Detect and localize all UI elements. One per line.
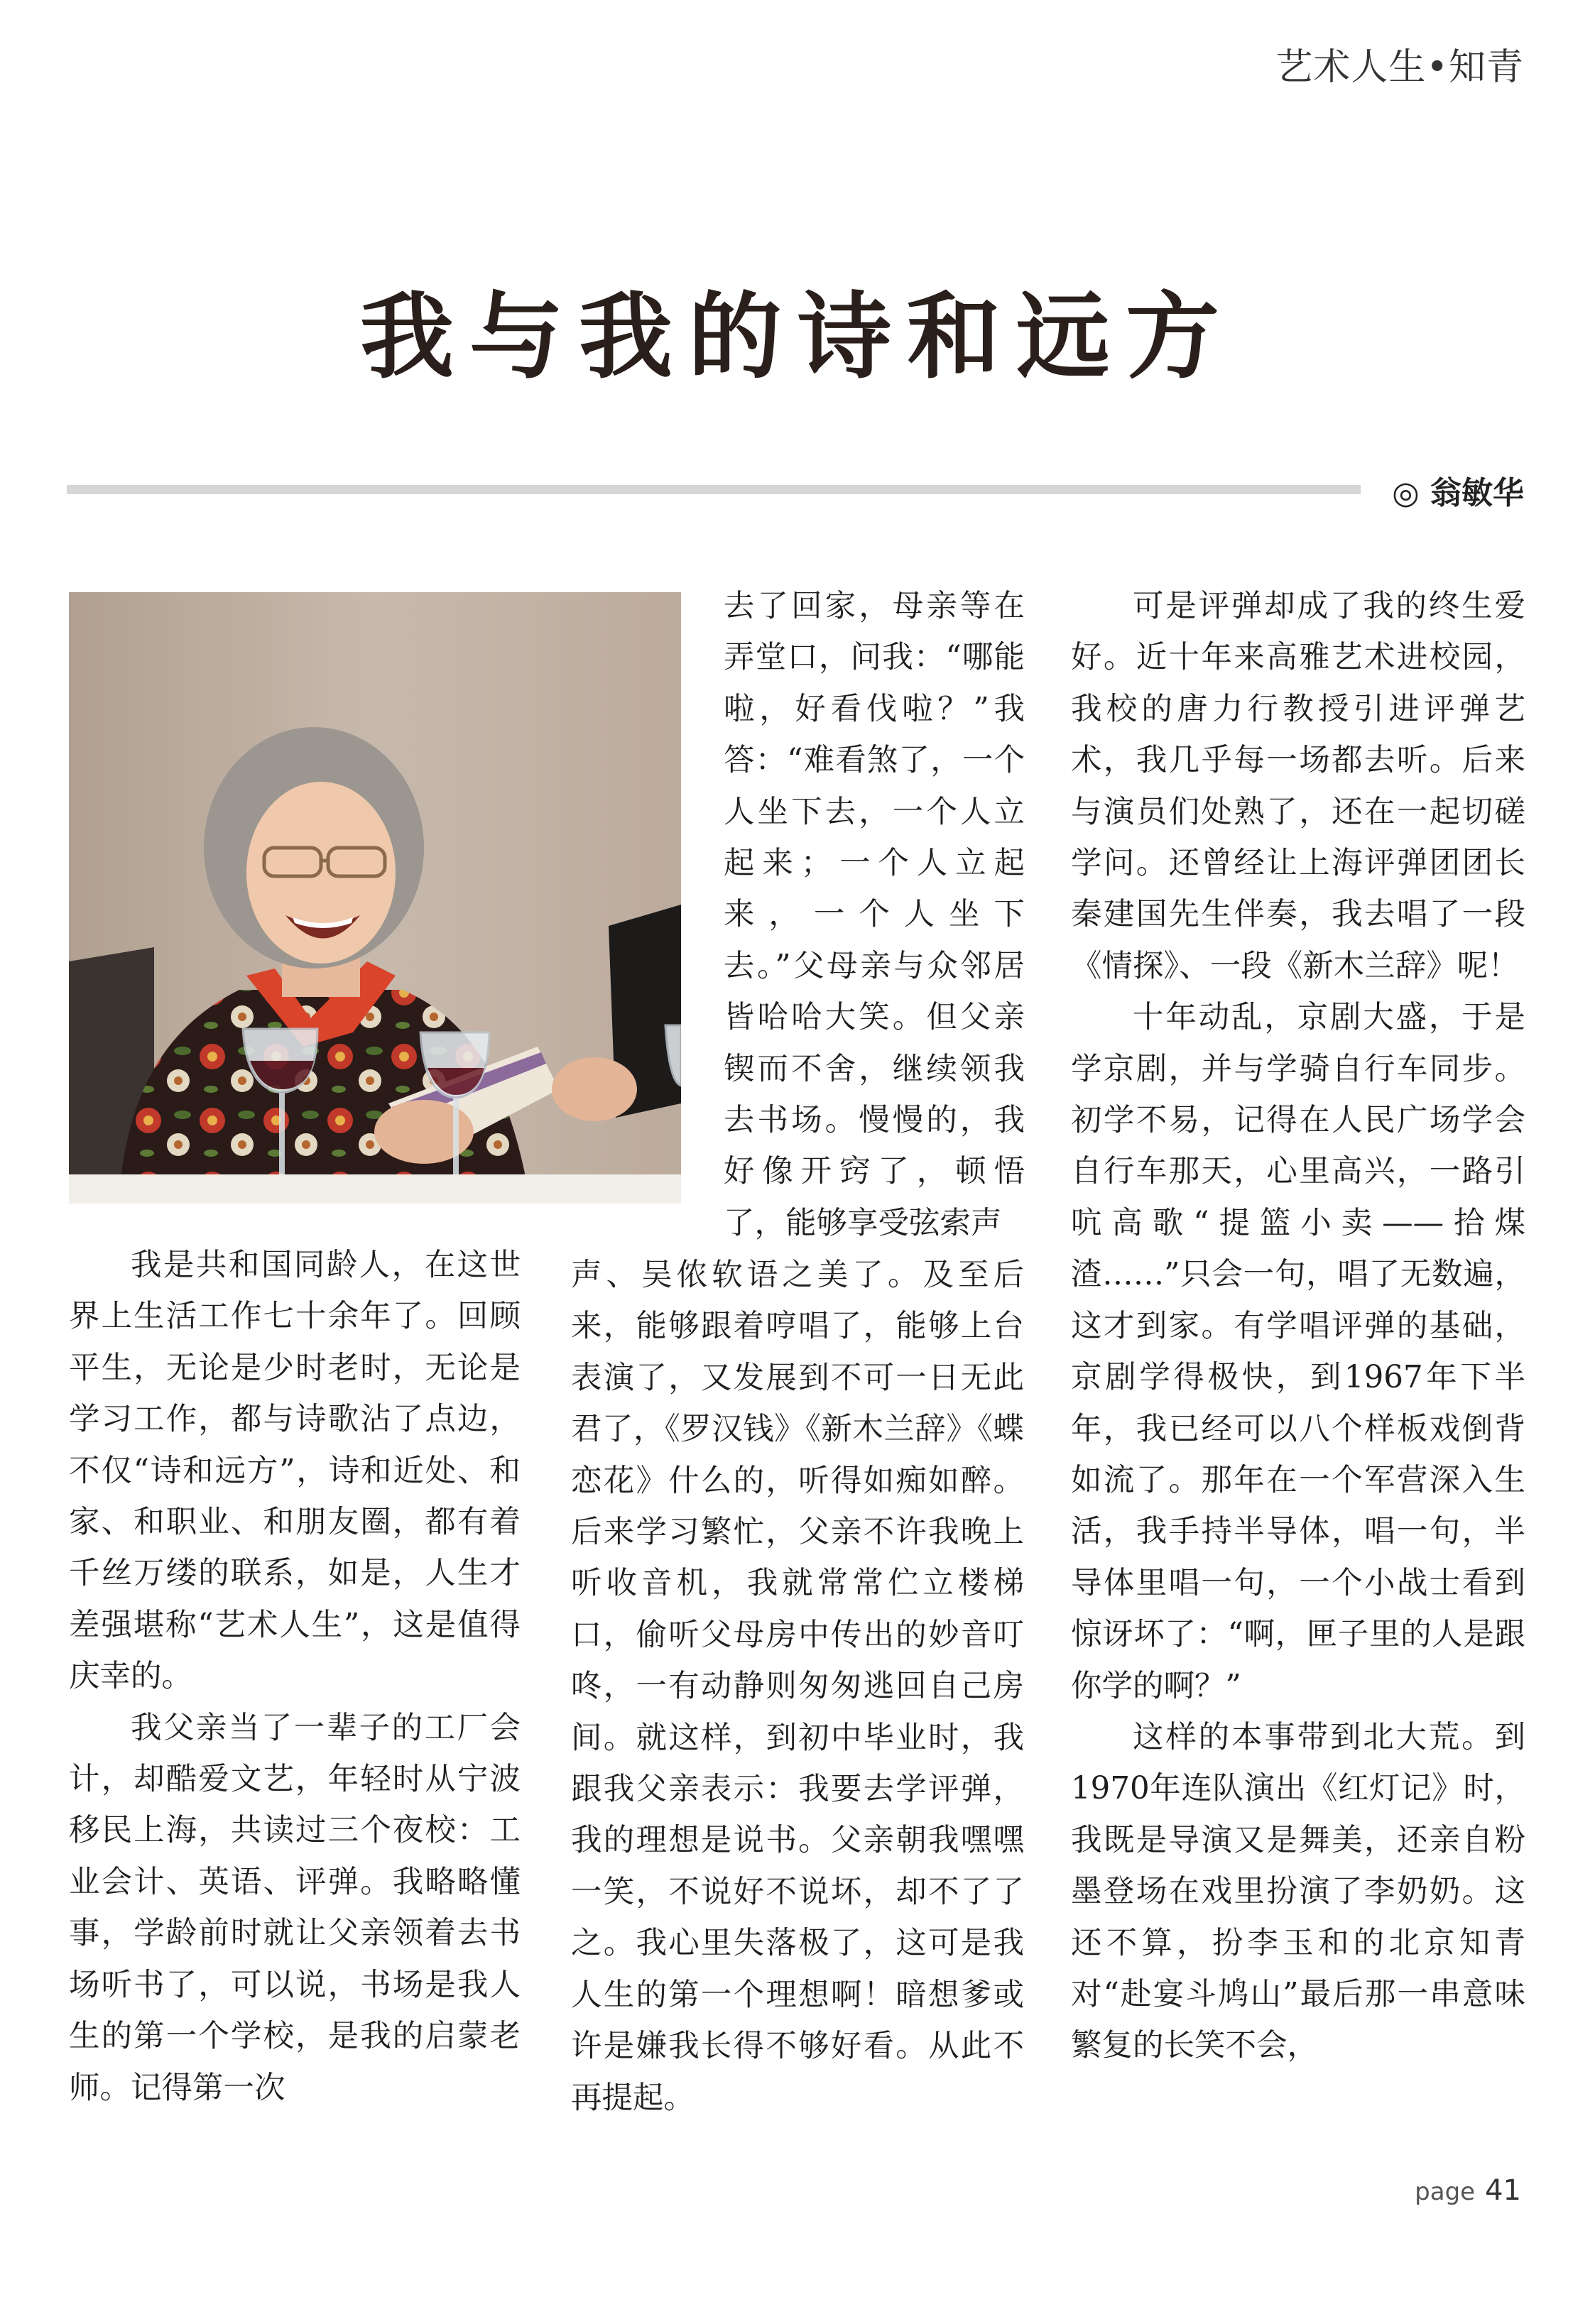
column-2-bottom-text <box>571 1250 1024 2124</box>
page-number: 41 <box>1485 2174 1521 2207</box>
page-label: page <box>1415 2178 1476 2206</box>
paragraph: 十年动乱，京剧大盛，于是学京剧，并与学骑自行车同步。初学不易，记得在人民广场学会自行车那天，心里高兴，一路引吭高歌“提篮小卖——拾煤渣……”只会一句，唱了无数遍，这才到家。有学唱评弹的基础，京剧学得极快，到1967年下半年，我已经可以八个样板戏倒背如流了。那年在一个军营深入生活，我手持半导体，唱一句，半导体里唱一句，一个小战士看到惊讶坏了：“啊，匣子里的人是跟你学的啊？” <box>1071 1000 1525 1704</box>
paragraph: 声、吴侬软语之美了。及至后来，能够跟着哼唱了，能够上台表演了，又发展到不可一日无此君了，《罗汉钱》《新木兰辞》《蝶恋花》什么的，听得如痴如醉。后来学习繁忙，父亲不许我晚上听收音机，我就常常伫立楼梯口，偷听父母房中传出的妙音叮咚，一有动静则匆匆逃回自己房间。就这样，到初中毕业时，我跟我父亲表示：我要去学评弹，我的理想是说书。父亲朝我嘿嘿一笑，不说好不说坏，却不了了之。我心里失落极了，这可是我人生的第一个理想啊！暗想爹或许是嫌我长得不够好看。从此不再提起。 <box>571 1258 1024 2116</box>
paragraph: 我父亲当了一辈子的工厂会计，却酷爱文艺，年轻时从宁波移民上海，共读过三个夜校：工业会计、英语、评弹。我略略懂事，学龄前时就让父亲领着去书场听书了，可以说，书场是我人生的第一个学校，是我的启蒙老师。记得第一次 <box>69 1710 521 2106</box>
page-footer <box>1415 2174 1521 2207</box>
section-tag: 艺术人生•知青 <box>1275 46 1524 89</box>
column-1-text <box>69 1240 521 2114</box>
paragraph: 这样的本事带到北大荒。到1970年连队演出《红灯记》时，我既是导演又是舞美，还亲自粉墨登场在戏里扮演了李奶奶。这还不算，扮李玉和的北京知青对“赴宴斗鸠山”最后那一串意味繁复的长笑不会， <box>1071 1719 1525 2064</box>
author-byline: ◎ 翁敏华 <box>1392 475 1524 511</box>
title-divider <box>67 485 1361 494</box>
paragraph: 我是共和国同龄人，在这世界上生活工作七十余年了。回顾平生，无论是少时老时，无论是学习工作，都与诗歌沾了点边，不仅“诗和远方”，诗和近处、和家、和职业、和朋友圈，都有着千丝万缕的联系，如是，人生才差强堪称“艺术人生”，这是值得庆幸的。 <box>69 1248 521 1695</box>
article-title: 我与我的诗和远方 <box>360 282 1235 392</box>
paragraph: 可是评弹却成了我的终生爱好。近十年来高雅艺术进校园，我校的唐力行教授引进评弹艺术，我几乎每一场都去听。后来与演员们处熟了，还在一起切磋学问。还曾经让上海评弹团团长秦建国先生伴奏，我去唱了一段《情探》、一段《新木兰辞》呢！ <box>1071 589 1525 984</box>
column-2-top-text <box>724 581 1025 1249</box>
column-3-text <box>1071 581 1525 2072</box>
photo-of-smiling-woman-reading <box>69 592 681 1204</box>
article-photo <box>69 592 681 1204</box>
paragraph: 去了回家，母亲等在弄堂口，问我：“哪能啦，好看伐啦？”我答：“难看煞了，一个人坐下去，一个人立起来；一个人立起来，一个人坐下去。”父母亲与众邻居皆哈哈大笑。但父亲锲而不舍，继续领我去书场。慢慢的，我好像开窍了，顿悟了，能够享受弦索声 <box>724 589 1025 1241</box>
